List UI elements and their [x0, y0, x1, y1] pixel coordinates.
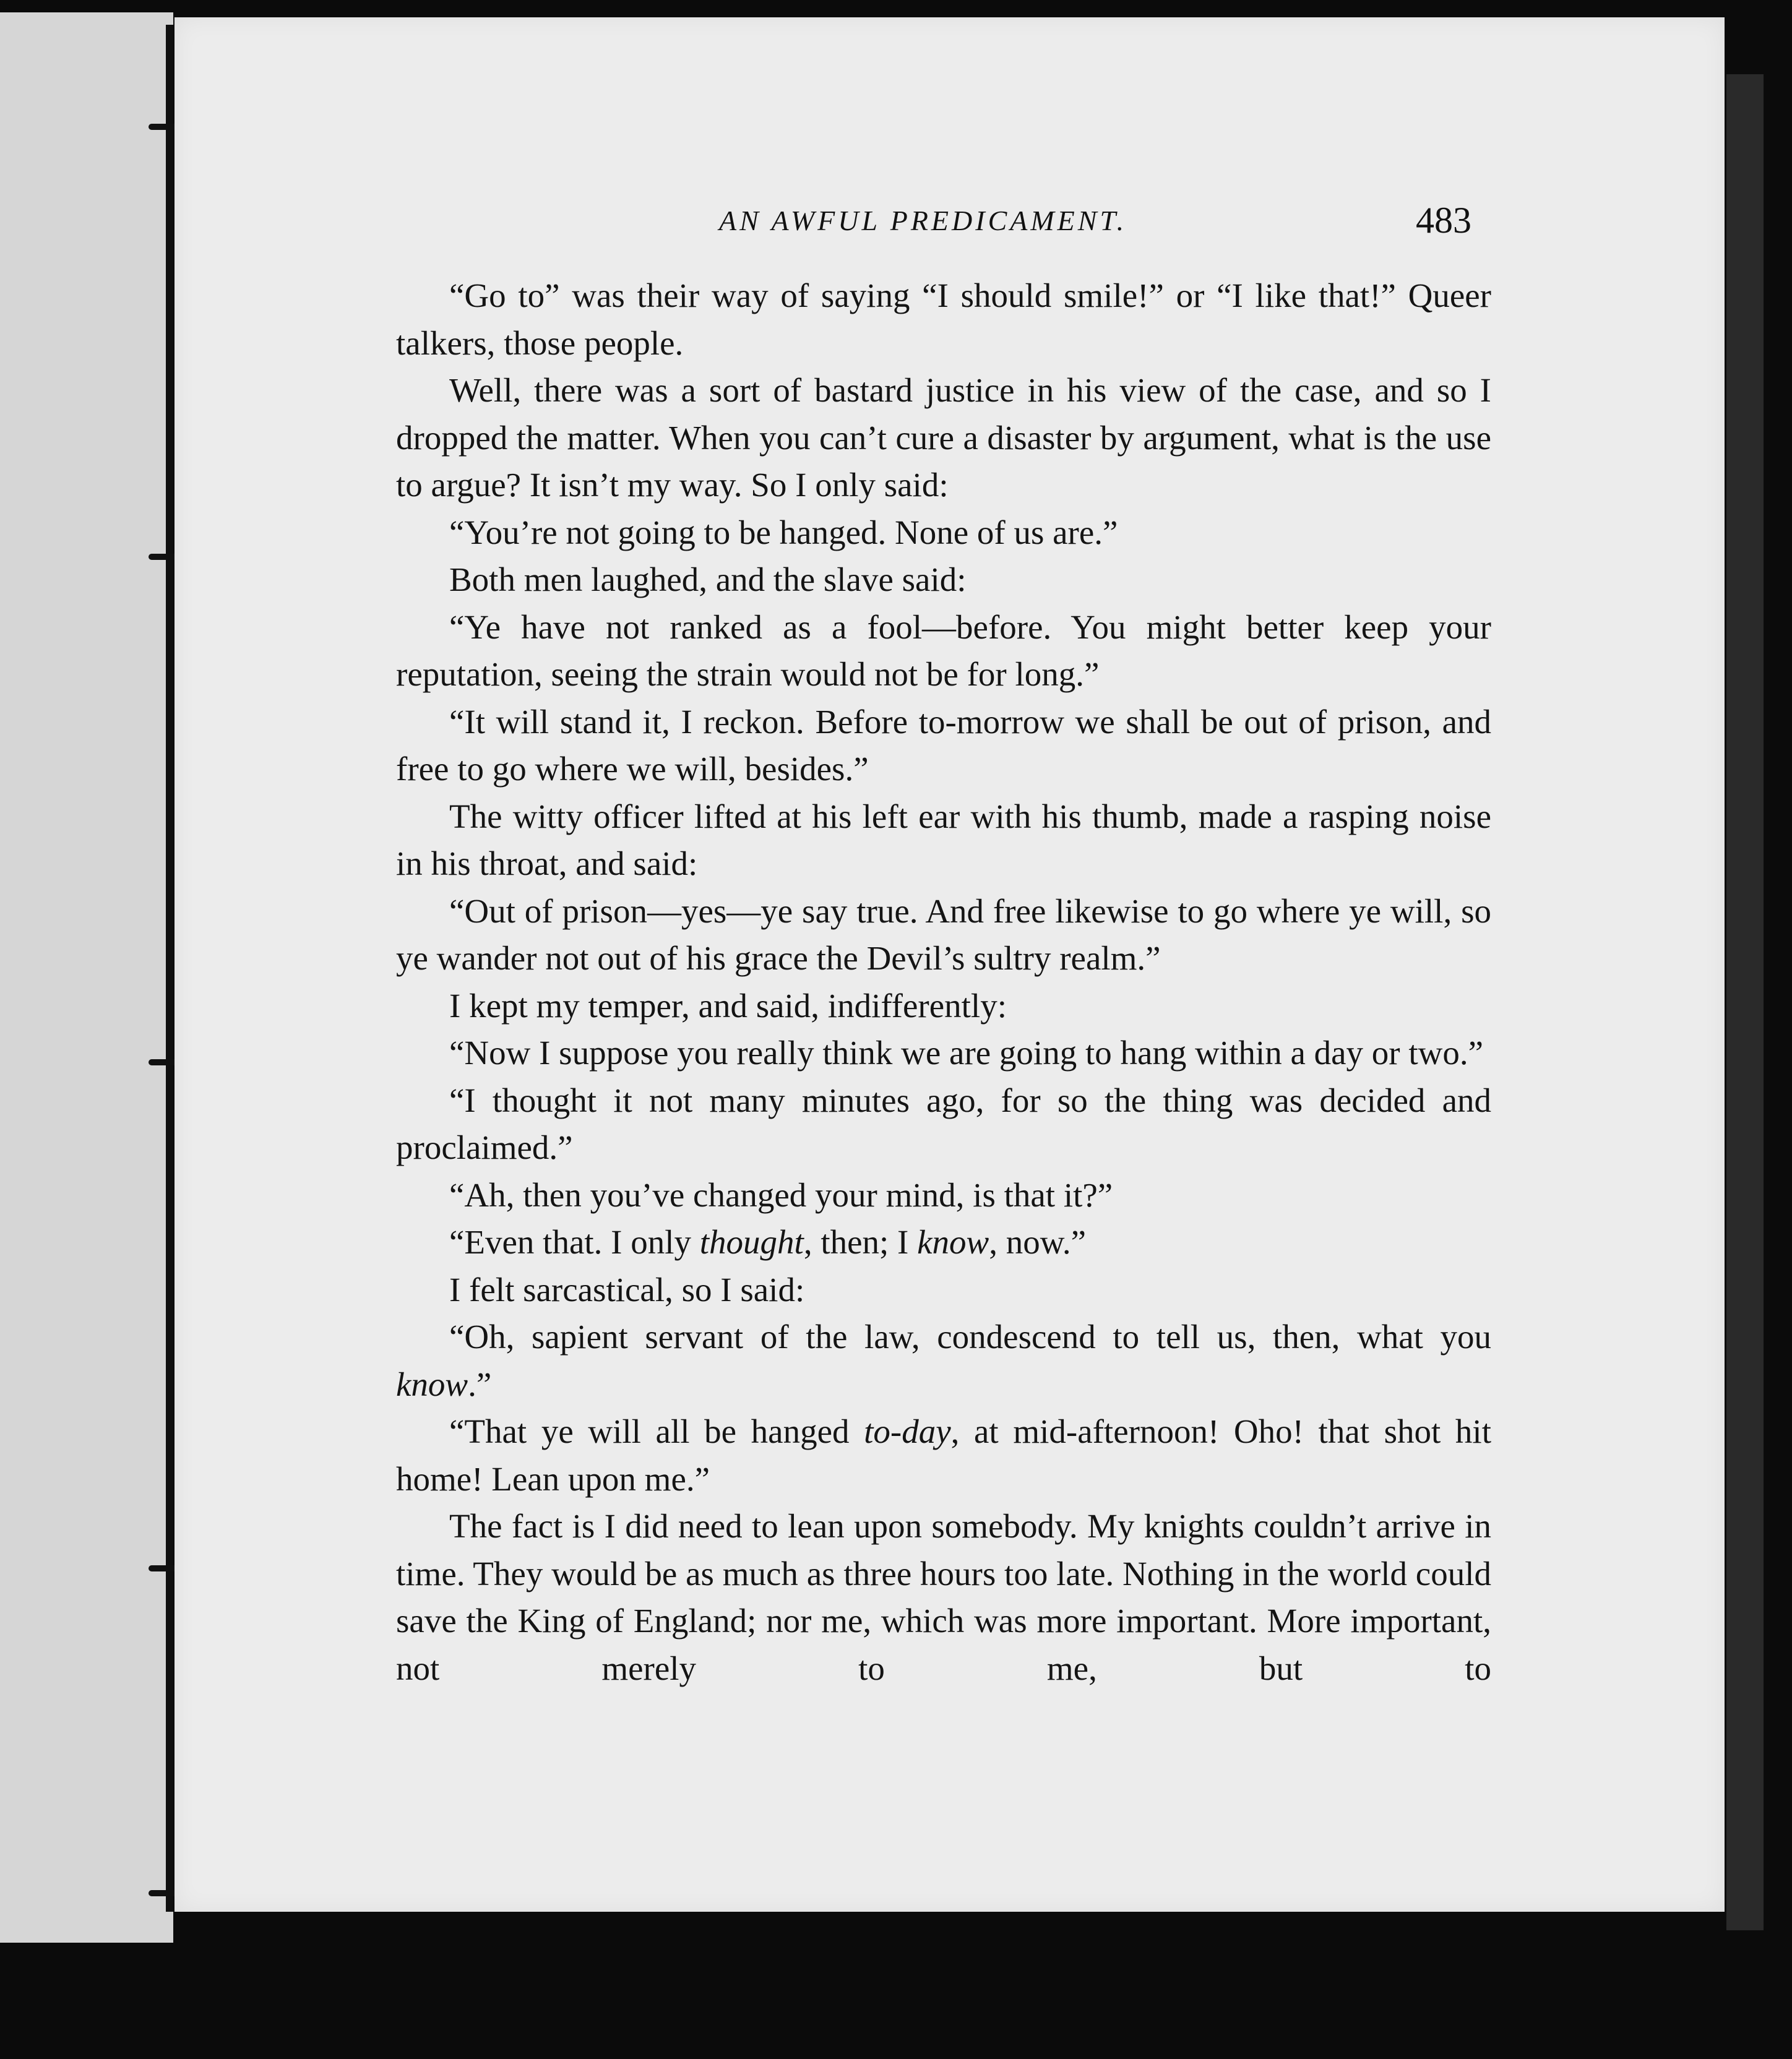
paragraph: “Now I suppose you really think we are going to hang within a day or two.”	[449, 1034, 1484, 1072]
page-number: 483	[1416, 200, 1471, 241]
paragraph: “Ye have not ranked as a fool—before. You might better keep your reputation, seeing the strain would not be for long.”	[396, 608, 1491, 693]
paragraph: The fact is I did need to lean upon somebody. My knights couldn’t arrive in time. They would be as much as three hours too late. Nothing in the world could save the King of England; nor me, which was more important. More important, not merely to me, but to	[396, 1507, 1491, 1687]
page-edge-shadow	[1726, 74, 1764, 1930]
paragraph: “Ah, then you’ve changed your mind, is that it?”	[449, 1176, 1113, 1214]
text-run: “Even that. I only	[449, 1223, 700, 1261]
paragraph: “Out of prison—yes—ye say true. And free likewise to go where ye will, so ye wander not out of his grace the Devil’s sultry realm.”	[396, 892, 1491, 977]
italic-text: to-day	[864, 1412, 951, 1450]
facing-page-edge	[0, 12, 173, 1943]
paragraph	[396, 1408, 1491, 1503]
italic-text: thought	[699, 1223, 804, 1261]
paragraph: Well, there was a sort of bastard justice in his view of the case, and so I dropped the matter. When you can’t cure a disaster by argument, what is the use to argue? It isn’t my way. So I only said:	[396, 371, 1491, 504]
text-run: .”	[468, 1365, 492, 1403]
italic-text: know	[917, 1223, 989, 1261]
paragraph: “You’re not going to be hanged. None of us are.”	[449, 513, 1118, 551]
paragraph: “It will stand it, I reckon. Before to-morrow we shall be out of prison, and free to go where we will, besides.”	[396, 702, 1491, 788]
paragraph: “Go to” was their way of saying “I should smile!” or “I like that!” Queer talkers, those people.	[396, 277, 1491, 362]
text-run: , then; I	[803, 1223, 918, 1261]
paragraph	[396, 1219, 1491, 1266]
text-run: “That ye will all be hanged	[449, 1412, 864, 1450]
paragraph: The witty officer lifted at his left ear with his thumb, made a rasping noise in his throat, and said:	[396, 797, 1491, 882]
text-run: , at mid-afternoon! Oho! that shot hit home! Lean upon me.”	[396, 1412, 1491, 1498]
paragraph: I kept my temper, and said, indifferently:	[449, 986, 1007, 1025]
paragraph	[396, 1313, 1491, 1408]
paragraph: “I thought it not many minutes ago, for so the thing was decided and proclaimed.”	[396, 1081, 1491, 1166]
text-run: “Oh, sapient servant of the law, condescend to tell us, then, what you	[449, 1318, 1491, 1356]
italic-text: know	[396, 1365, 468, 1403]
paragraph: Both men laughed, and the slave said:	[449, 561, 967, 598]
text-run: , now.”	[989, 1223, 1087, 1261]
body-text	[396, 272, 1491, 1794]
paragraph: I felt sarcastical, so I said:	[449, 1270, 805, 1309]
running-title: AN AWFUL PREDICAMENT.	[719, 205, 1127, 236]
book-spine	[166, 25, 173, 1912]
